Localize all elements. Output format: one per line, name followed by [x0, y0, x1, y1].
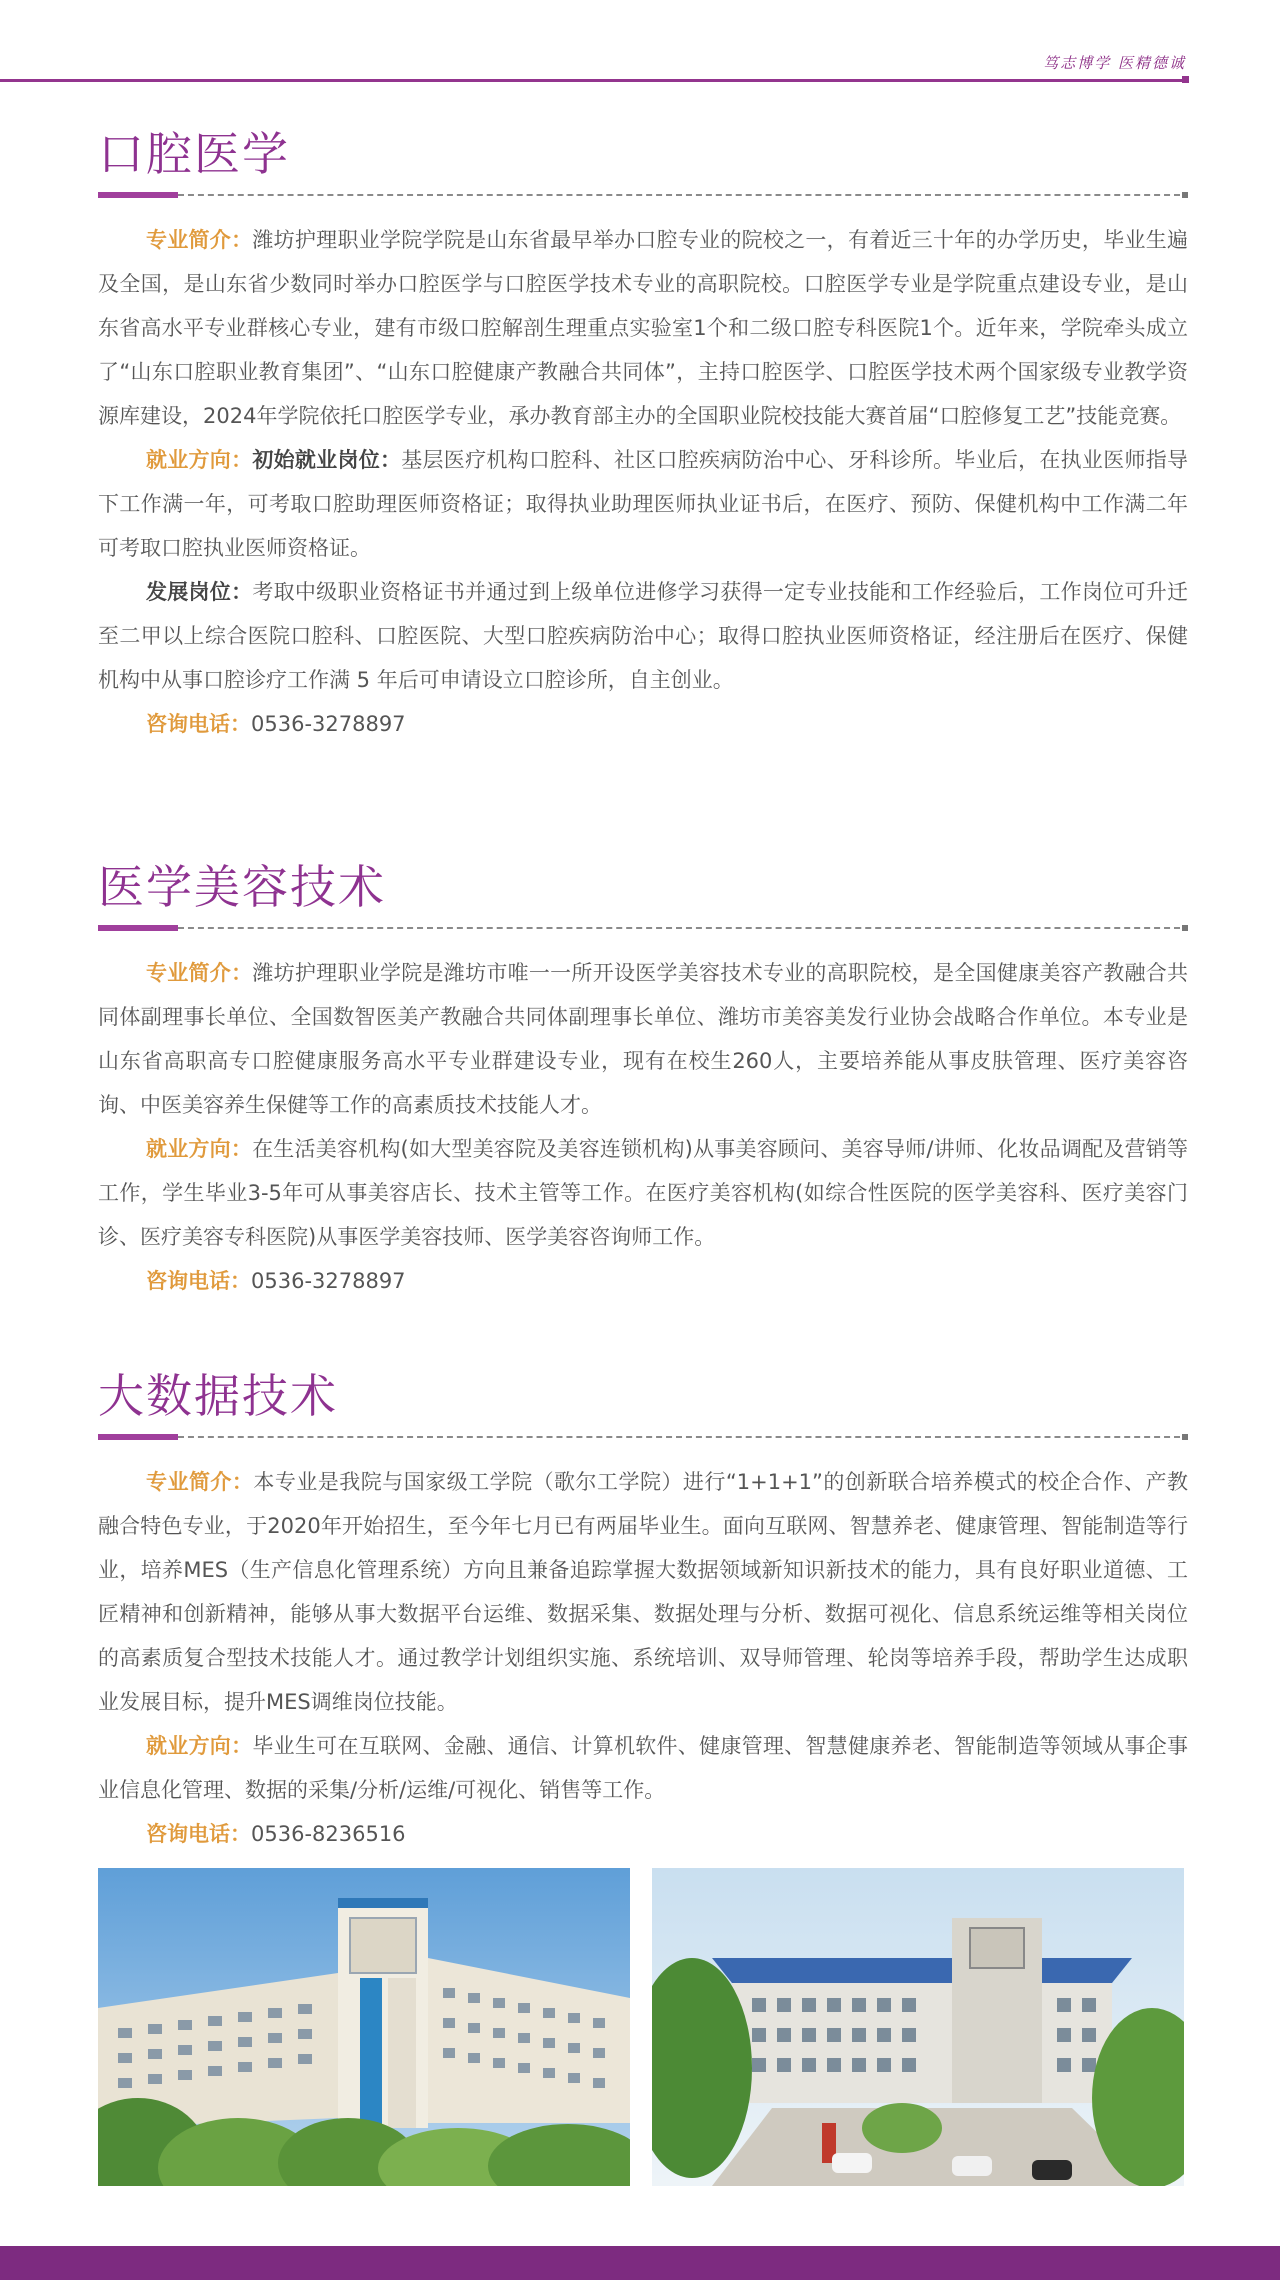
header-rule-end — [1182, 76, 1189, 83]
section-title: 大数据技术 — [98, 1369, 338, 1423]
contact-label: 咨询电话： — [146, 1822, 251, 1846]
intro-label: 专业简介： — [146, 228, 253, 252]
contact-paragraph — [98, 702, 1188, 746]
intro-paragraph — [98, 1460, 1188, 1724]
employment-text: 在生活美容机构(如大型美容院及美容连锁机构)从事美容顾问、美容导师/讲师、化妆品调配及营销等工作，学生毕业3-5年可从事美容店长、技术主管等工作。在医疗美容机构(如综合性医院的医学美容科、医疗美容门诊、医疗美容专科医院)从事医学美容技师、医学美容咨询师工作。 — [98, 1137, 1188, 1249]
employment-text: 基层医疗机构口腔科、社区口腔疾病防治中心、牙科诊所。毕业后，在执业医师指导下工作满一年，可考取口腔助理医师资格证；取得执业助理医师执业证书后，在医疗、预防、保健机构中工作满二年可考取口腔执业医师资格证。 — [98, 448, 1189, 560]
initial-job-label: 初始就业岗位： — [252, 448, 402, 472]
development-paragraph — [98, 570, 1188, 702]
development-label: 发展岗位： — [146, 580, 253, 604]
intro-paragraph — [98, 218, 1188, 438]
section-title: 医学美容技术 — [98, 860, 386, 914]
intro-text: 本专业是我院与国家级工学院（歌尔工学院）进行“1+1+1”的创新联合培养模式的校企合作、产教融合特色专业，于2020年开始招生，至今年七月已有两届毕业生。面向互联网、智慧养老、健康管理、智能制造等行业，培养MES（生产信息化管理系统）方向且兼备追踪掌握大数据领域新知识新技术的能力，具有良好职业道德、工匠精神和创新精神，能够从事大数据平台运维、数据采集、数据处理与分析、数据可视化、信息系统运维等相关岗位的高素质复合型技术技能人才。通过教学计划组织实施、系统培训、双导师管理、轮岗等培养手段，帮助学生达成职业发展目标，提升MES调维岗位技能。 — [98, 1470, 1189, 1714]
school-motto: 笃志博学 医精德诚 — [1043, 54, 1186, 72]
contact-label: 咨询电话： — [146, 712, 251, 736]
section-divider — [98, 190, 1188, 200]
campus-building-photo-left — [98, 1868, 630, 2186]
intro-label: 专业简介： — [146, 1470, 254, 1494]
contact-phone: 0536-3278897 — [251, 712, 406, 736]
section-title: 口腔医学 — [98, 127, 290, 181]
section-big-data — [98, 1366, 1188, 1856]
employment-text: 毕业生可在互联网、金融、通信、计算机软件、健康管理、智慧健康养老、智能制造等领域从事企事业信息化管理、数据的采集/分析/运维/可视化、销售等工作。 — [98, 1734, 1189, 1802]
employment-paragraph — [98, 1127, 1188, 1259]
section-oral-medicine — [98, 124, 1188, 746]
employment-paragraph — [98, 438, 1188, 570]
contact-paragraph — [98, 1259, 1188, 1303]
contact-phone: 0536-8236516 — [251, 1822, 406, 1846]
contact-paragraph — [98, 1812, 1188, 1856]
employment-label: 就业方向： — [146, 1137, 253, 1161]
employment-label: 就业方向： — [146, 1734, 253, 1758]
contact-label: 咨询电话： — [146, 1269, 251, 1293]
section-divider — [98, 923, 1188, 933]
header-rule — [0, 79, 1188, 82]
campus-building-photo-right — [652, 1868, 1184, 2186]
intro-text: 潍坊护理职业学院是潍坊市唯一一所开设医学美容技术专业的高职院校，是全国健康美容产教融合共同体副理事长单位、全国数智医美产教融合共同体副理事长单位、潍坊市美容美发行业协会战略合作单位。本专业是山东省高职高专口腔健康服务高水平专业群建设专业，现有在校生260人，主要培养能从事皮肤管理、医疗美容咨询、中医美容养生保健等工作的高素质技术技能人才。 — [98, 961, 1189, 1117]
intro-label: 专业简介： — [146, 961, 253, 985]
contact-phone: 0536-3278897 — [251, 1269, 406, 1293]
development-text: 考取中级职业资格证书并通过到上级单位进修学习获得一定专业技能和工作经验后，工作岗位可升迁至二甲以上综合医院口腔科、口腔医院、大型口腔疾病防治中心；取得口腔执业医师资格证，经注册后在医疗、保健机构中从事口腔诊疗工作满 5 年后可申请设立口腔诊所，自主创业。 — [98, 580, 1189, 692]
footer-bar — [0, 2246, 1280, 2280]
employment-label: 就业方向： — [146, 448, 253, 472]
intro-paragraph — [98, 951, 1188, 1127]
section-medical-cosmetology — [98, 857, 1188, 1303]
employment-paragraph — [98, 1724, 1188, 1812]
intro-text: 潍坊护理职业学院学院是山东省最早举办口腔专业的院校之一，有着近三十年的办学历史，毕业生遍及全国，是山东省少数同时举办口腔医学与口腔医学技术专业的高职院校。口腔医学专业是学院重点建设专业，是山东省高水平专业群核心专业，建有市级口腔解剖生理重点实验室1个和二级口腔专科医院1个。近年来，学院牵头成立了“山东口腔职业教育集团”、“山东口腔健康产教融合共同体”，主持口腔医学、口腔医学技术两个国家级专业教学资源库建设，2024年学院依托口腔医学专业，承办教育部主办的全国职业院校技能大赛首届“口腔修复工艺”技能竞赛。 — [98, 228, 1189, 428]
section-divider — [98, 1432, 1188, 1442]
